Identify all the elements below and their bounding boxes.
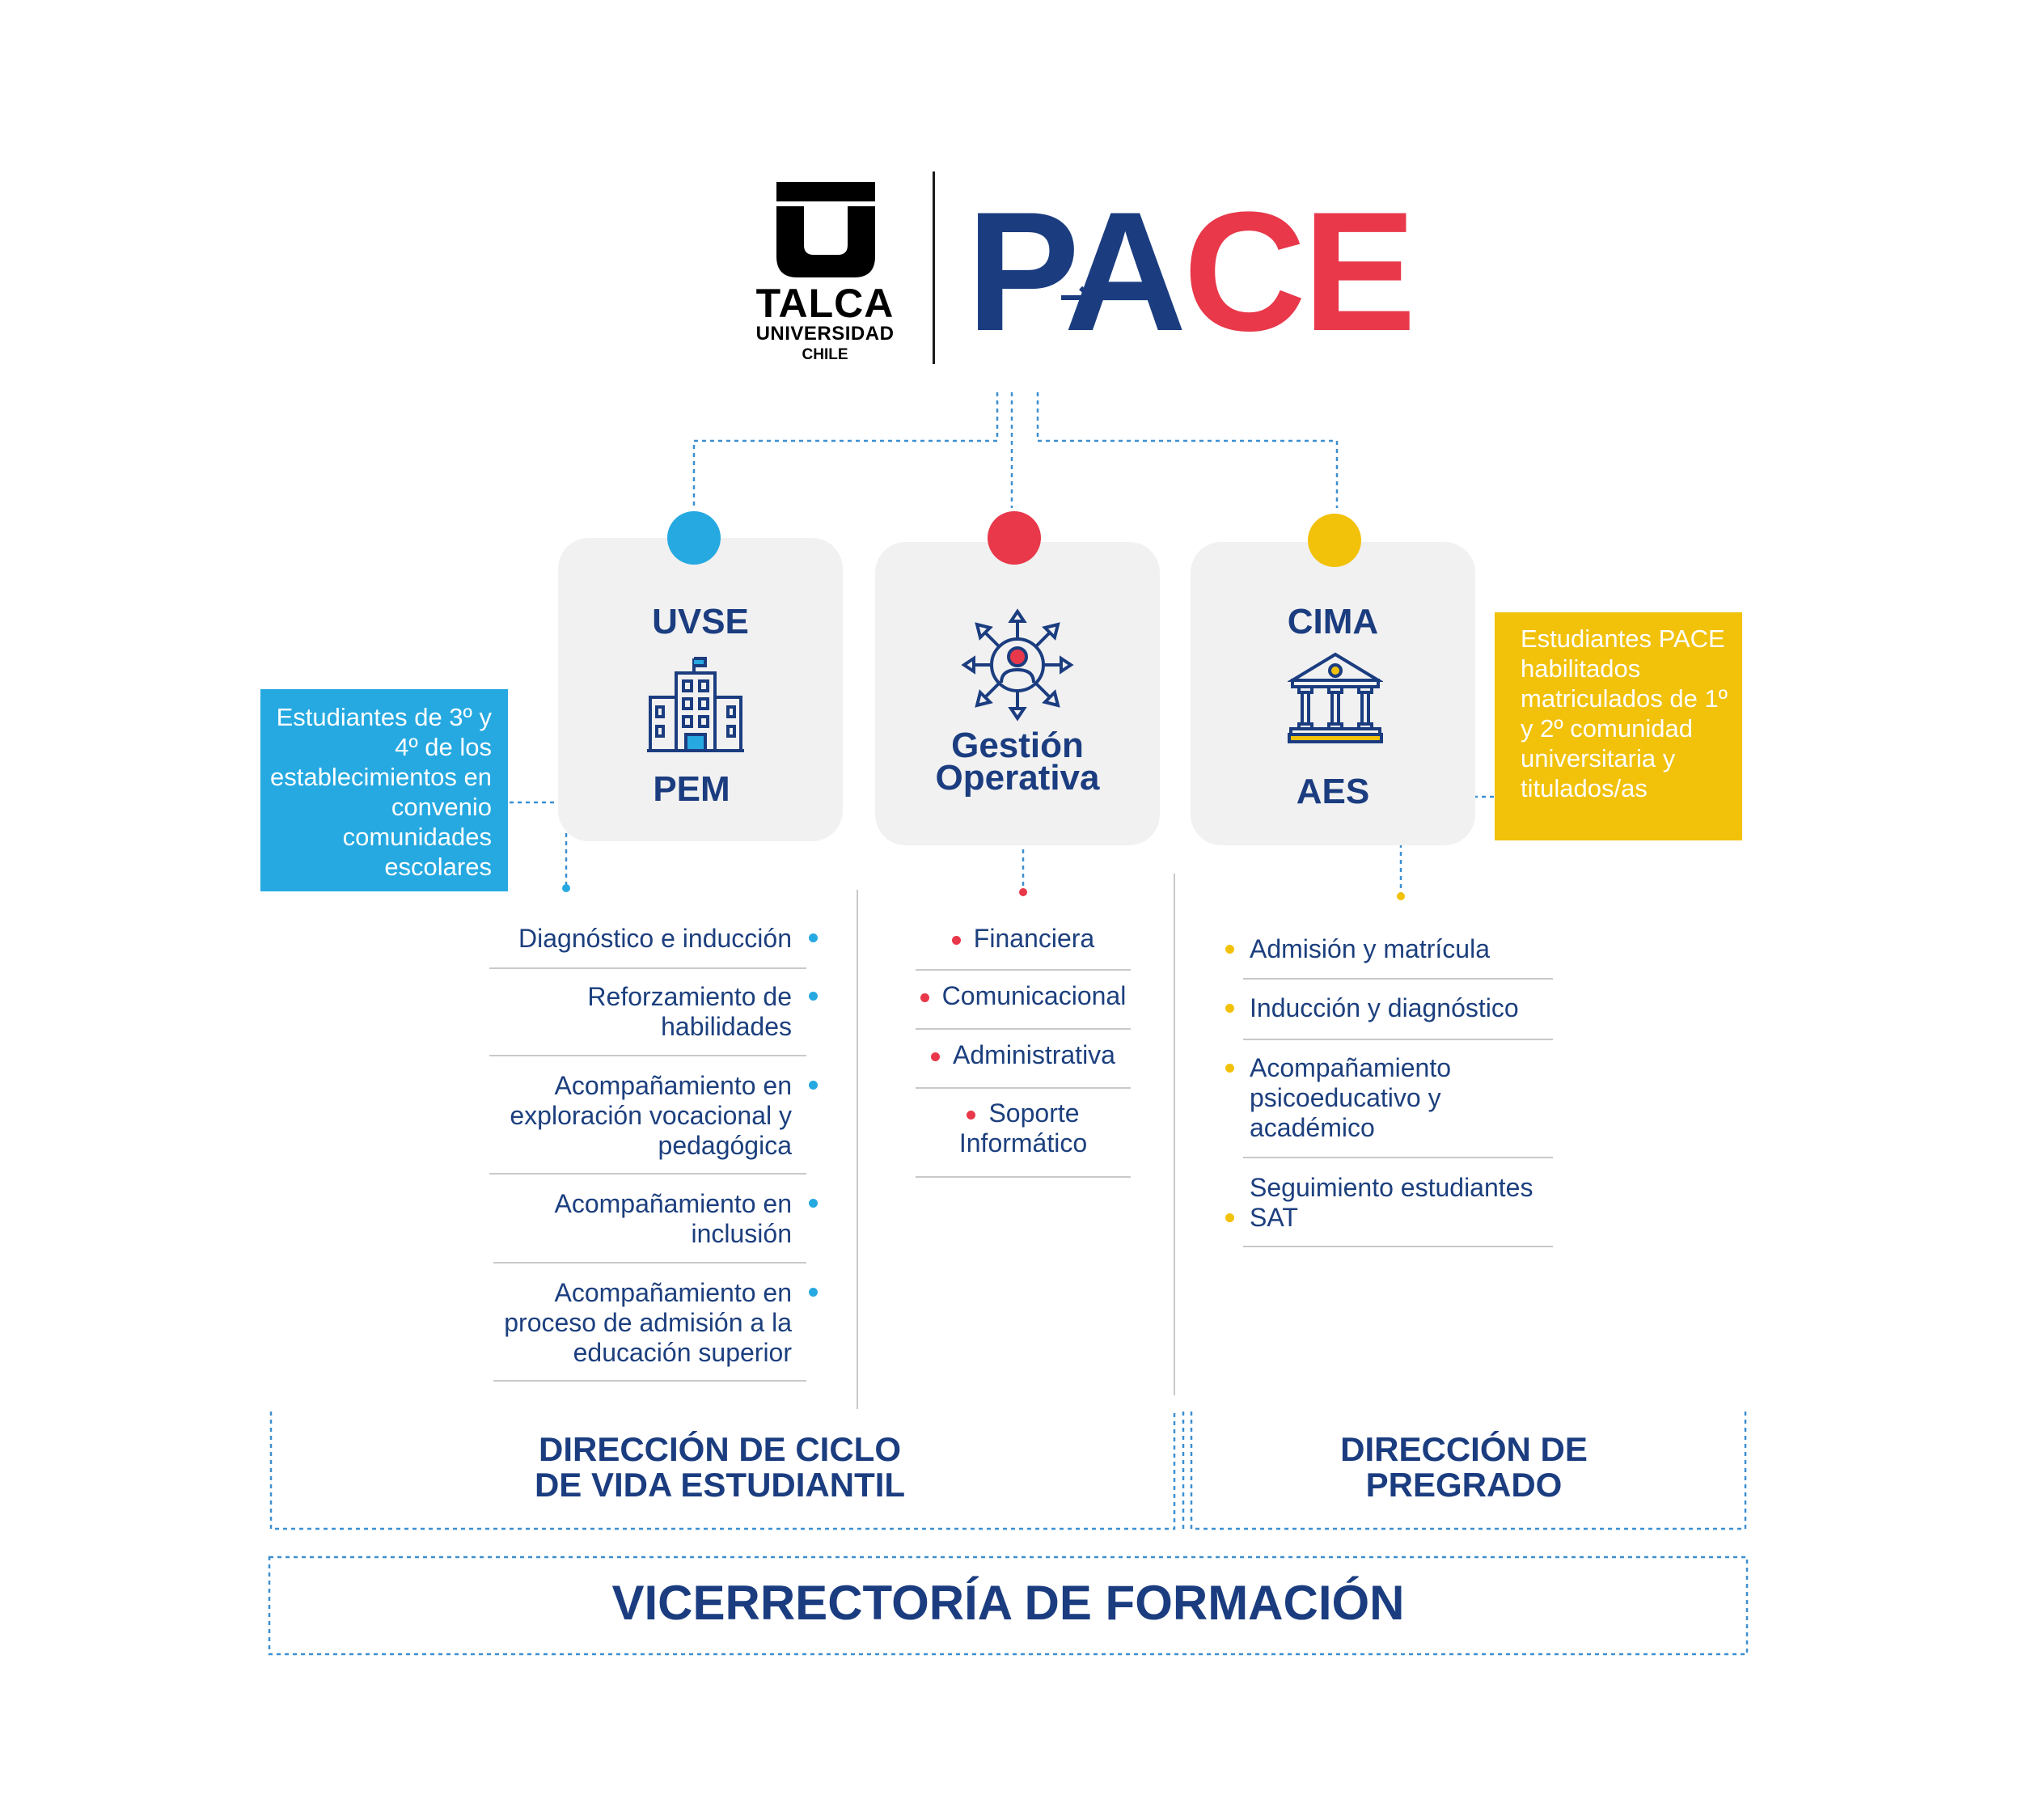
uvse-side-note: Estudiantes de 3º y 4º de los establecimientos en convenio comunidades escolares: [260, 689, 508, 891]
cima-subtitle: AES: [1296, 772, 1370, 811]
cima-list-item: Inducción y diagnóstico: [1243, 993, 1553, 1040]
pace-arrow-icon: [1058, 281, 1098, 314]
talca-logo-universidad: UNIVERSIDAD: [755, 323, 895, 345]
talca-logo-word: TALCA: [755, 281, 895, 326]
uvse-list-item: Acompañamiento en proceso de admisión a la educación superior: [493, 1278, 806, 1382]
bullet: [967, 1111, 975, 1120]
gestion-list-label: Soporte Informático: [958, 1098, 1088, 1158]
institution-columns-icon: [1288, 651, 1383, 744]
talca-logo-chile: CHILE: [802, 346, 848, 363]
uvse-list-item: Diagnóstico e inducción: [489, 924, 806, 969]
cima-list-item: Seguimiento estudiantes SAT: [1243, 1173, 1553, 1247]
network-person-icon: [961, 608, 1074, 722]
uvse-title: UVSE: [652, 602, 749, 641]
cima-side-note: Estudiantes PACE habilitados matriculados de 1º y 2º comunidad universitaria y titulados/as: [1495, 612, 1742, 840]
connector-dot-red: [1019, 888, 1027, 896]
vicerrectoria-formacion: VICERRECTORÍA DE FORMACIÓN: [611, 1576, 1405, 1630]
gestion-list-item: [916, 1089, 1131, 1178]
cima-title: CIMA: [1287, 602, 1379, 641]
uvse-dot: [667, 511, 721, 565]
cima-bullet: [1225, 1213, 1234, 1222]
uvse-list-item: Acompañamiento en exploración vocacional y pedagógica: [489, 1071, 806, 1175]
gestion-list-item: [916, 1030, 1131, 1089]
gestion-list-label: Financiera: [973, 924, 1095, 953]
direccion-ciclo-vida: DIRECCIÓN DE CICLO DE VIDA ESTUDIANTIL: [534, 1430, 906, 1504]
gestion-list-label: Administrativa: [953, 1040, 1115, 1069]
connector-dot-yellow: [1397, 892, 1405, 900]
cima-list-item: Acompañamiento psicoeducativo y académico: [1243, 1053, 1553, 1158]
pace-logo: [967, 176, 1413, 366]
uvse-list-item: Reforzamiento de habilidades: [489, 982, 806, 1056]
gestion-list-label: Comunicacional: [941, 981, 1127, 1010]
talca-t-logo: [776, 182, 875, 277]
bullet: [931, 1052, 940, 1061]
gestion-list-item: [916, 922, 1131, 971]
logo-separator: [933, 171, 935, 364]
cima-list-item: Admisión y matrícula: [1243, 934, 1553, 980]
cima-bullet: [1225, 1004, 1234, 1013]
uvse-subtitle: PEM: [653, 769, 730, 809]
pace-logo-pa: PA: [967, 176, 1184, 366]
gestion-list: [916, 922, 1131, 1178]
school-building-icon: [647, 655, 744, 754]
uvse-list-item: Acompañamiento en inclusión: [493, 1189, 806, 1263]
direccion-pregrado: DIRECCIÓN DE PREGRADO: [1340, 1430, 1588, 1504]
cima-bullet: [1225, 945, 1234, 954]
connector-dot-blue: [562, 884, 570, 892]
gestion-title: Gestión Operativa: [935, 726, 1100, 798]
pace-logo-ce: CE: [1183, 176, 1413, 366]
bullet: [952, 936, 961, 945]
gestion-list-item: [916, 971, 1131, 1030]
cima-dot: [1308, 514, 1361, 567]
gestion-dot: [988, 511, 1041, 565]
cima-bullet: [1225, 1064, 1234, 1073]
bullet: [920, 993, 929, 1002]
